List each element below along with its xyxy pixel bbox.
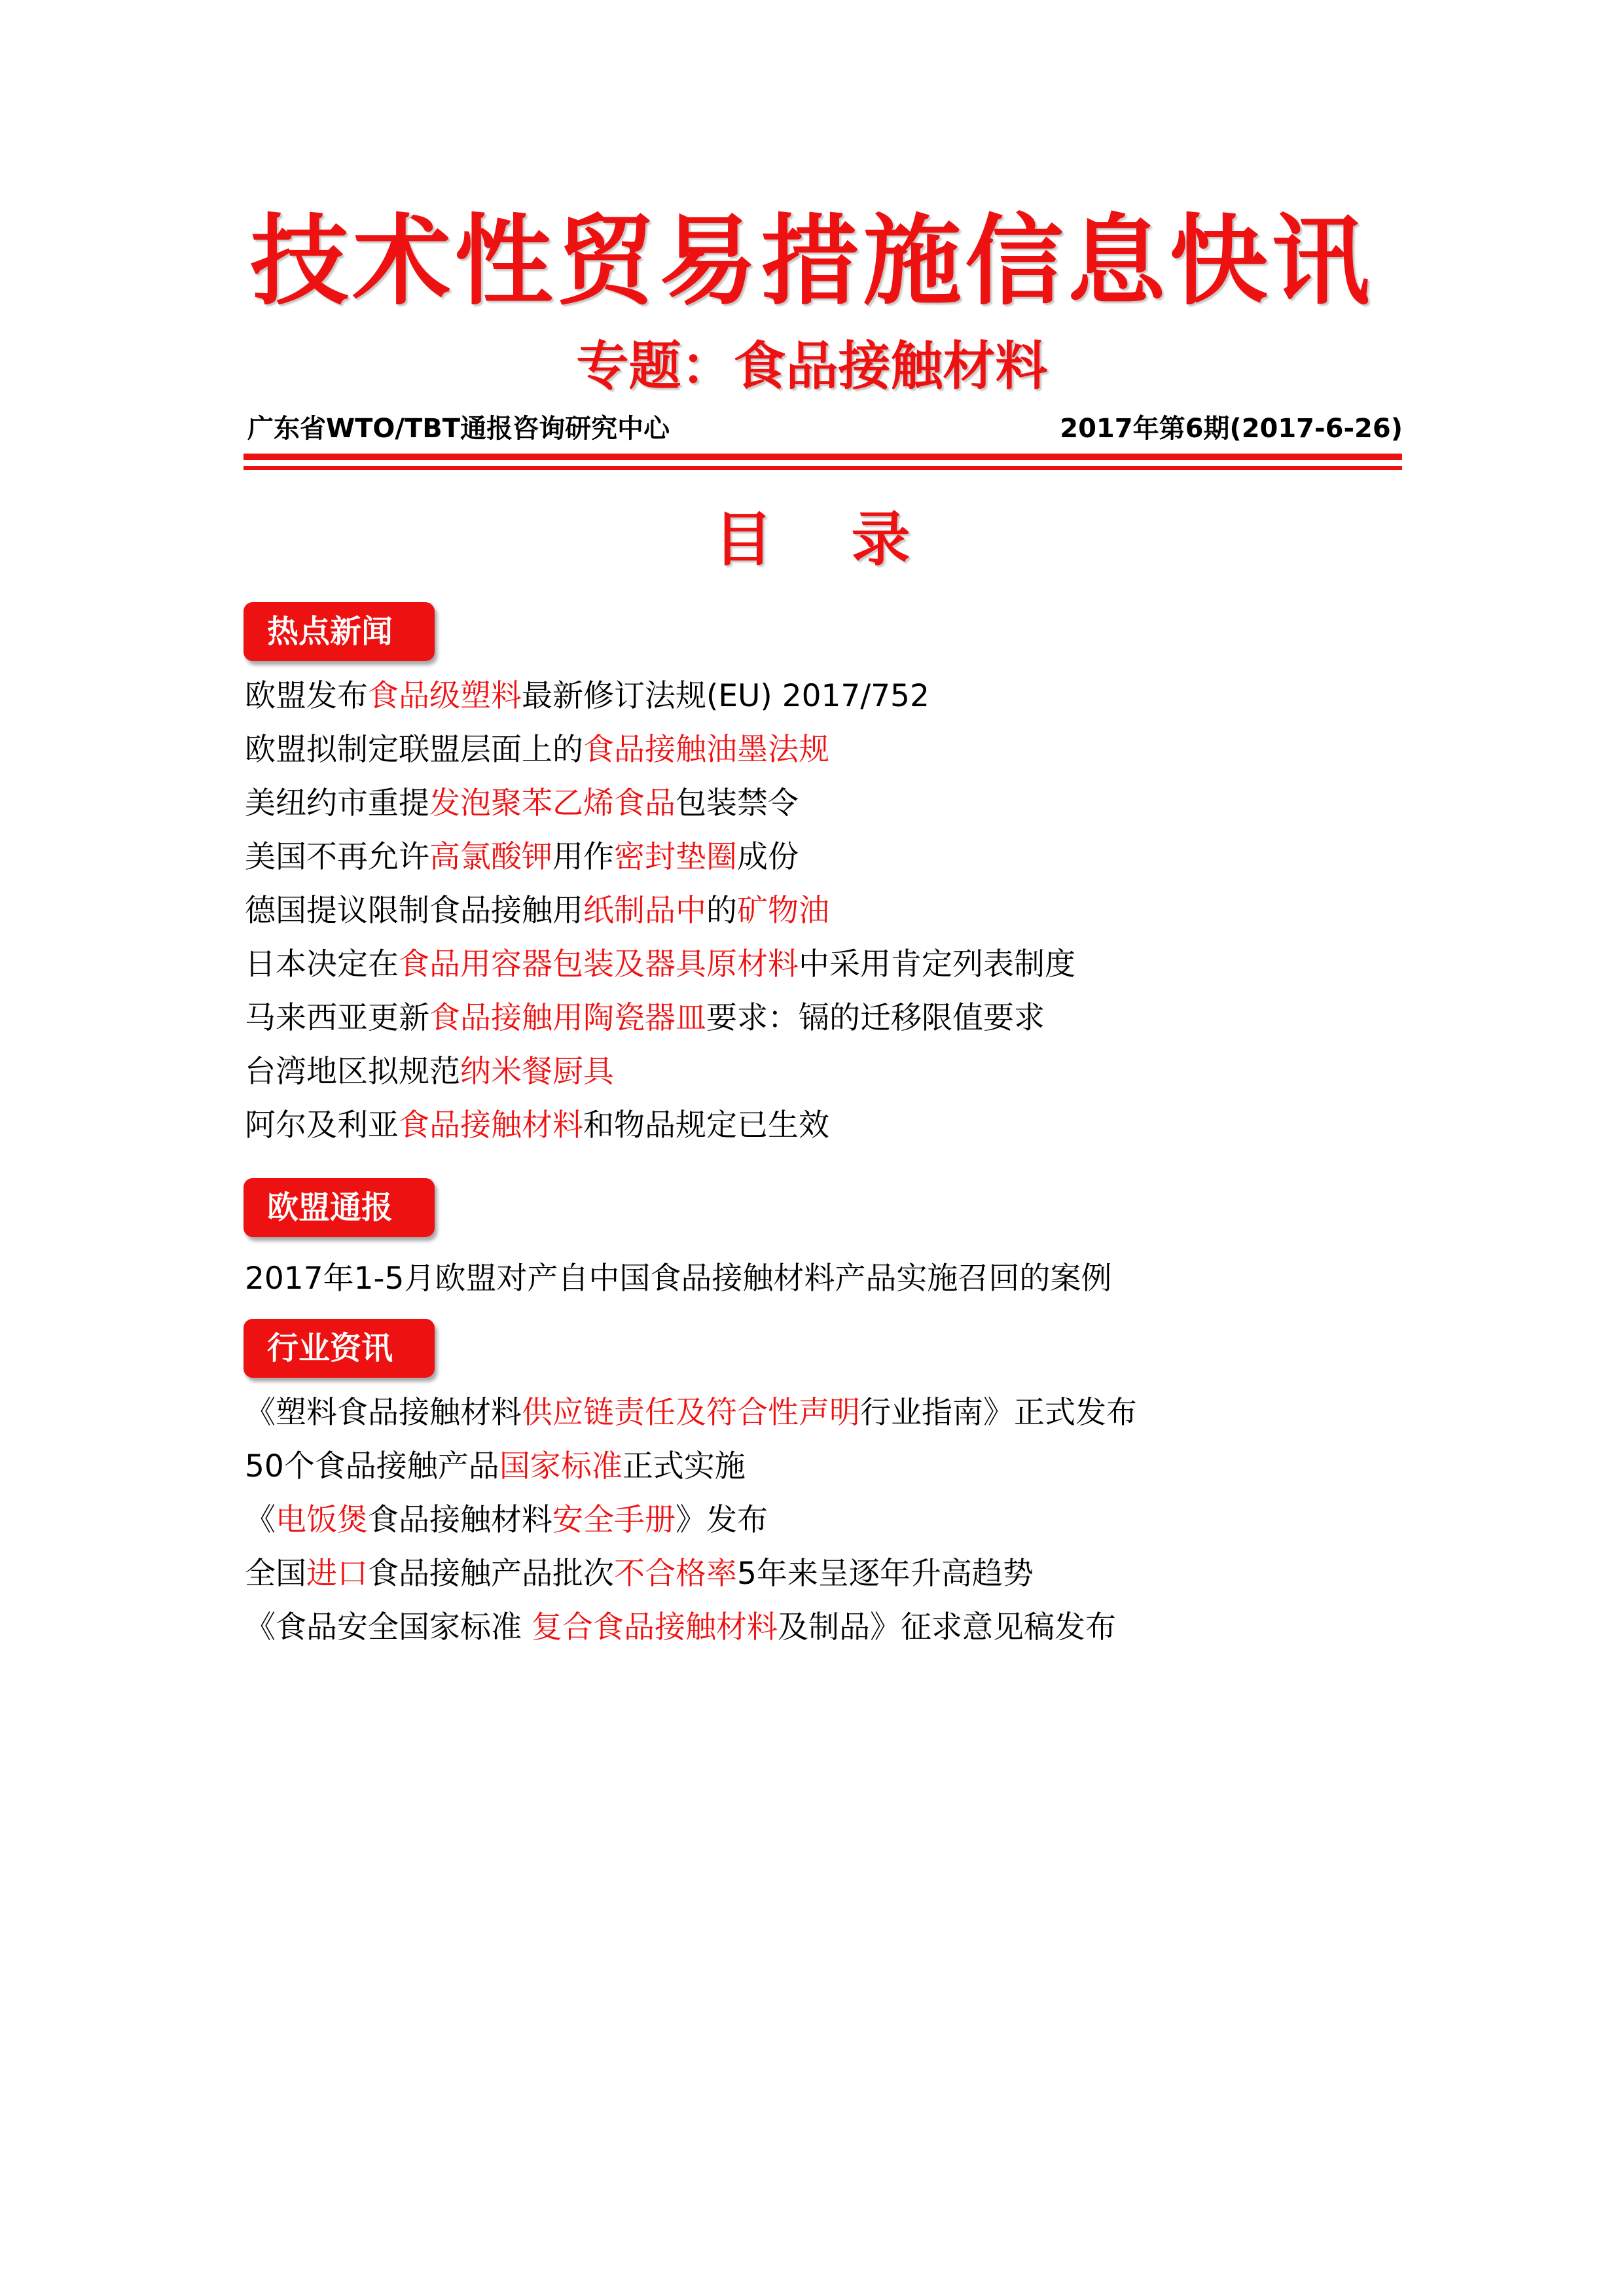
- toc-item[interactable]: 欧盟拟制定联盟层面上的食品接触油墨法规: [245, 732, 829, 768]
- header-divider-thin: [244, 466, 1402, 470]
- toc-item[interactable]: 阿尔及利亚食品接触材料和物品规定已生效: [245, 1107, 829, 1143]
- eu-notification-list: [245, 1252, 1111, 1306]
- toc-title: 目录: [713, 505, 989, 574]
- toc-item[interactable]: 台湾地区拟规范纳米餐厨具: [245, 1054, 614, 1090]
- toc-item[interactable]: 欧盟发布食品级塑料最新修订法规(EU) 2017/752: [245, 678, 929, 714]
- industry-news-list: [245, 1386, 1137, 1655]
- toc-item[interactable]: 日本决定在食品用容器包装及器具原材料中采用肯定列表制度: [245, 946, 1075, 982]
- section-label-eu-notification: 欧盟通报: [244, 1178, 435, 1237]
- issue-info: 2017年第6期(2017-6-26): [1060, 414, 1403, 444]
- toc-item[interactable]: 德国提议限制食品接触用纸制品中的矿物油: [245, 893, 829, 929]
- toc-item[interactable]: 2017年1-5月欧盟对产自中国食品接触材料产品实施召回的案例: [245, 1261, 1112, 1297]
- subtitle: 专题：食品接触材料: [576, 336, 1048, 397]
- toc-item[interactable]: 《塑料食品接触材料供应链责任及符合性声明行业指南》正式发布: [245, 1395, 1137, 1431]
- toc-item[interactable]: 《食品安全国家标准 复合食品接触材料及制品》征求意见稿发布: [245, 1609, 1116, 1645]
- toc-item[interactable]: 全国进口食品接触产品批次不合格率5年来呈逐年升高趋势: [245, 1556, 1034, 1592]
- main-title: 技术性贸易措施信息快讯: [250, 205, 1374, 319]
- toc-item[interactable]: 美纽约市重提发泡聚苯乙烯食品包装禁令: [245, 785, 799, 821]
- hot-news-list: [245, 670, 1075, 1153]
- toc-item[interactable]: 美国不再允许高氯酸钾用作密封垫圈成份: [245, 839, 799, 875]
- section-label-hot-news: 热点新闻: [244, 602, 435, 661]
- toc-item[interactable]: 马来西亚更新食品接触用陶瓷器皿要求：镉的迁移限值要求: [245, 1000, 1045, 1036]
- organization-name: 广东省WTO/TBT通报咨询研究中心: [247, 414, 670, 444]
- toc-item[interactable]: 《电饭煲食品接触材料安全手册》发布: [245, 1502, 768, 1538]
- section-label-industry-news: 行业资讯: [244, 1319, 435, 1378]
- header-divider-thick: [244, 454, 1402, 460]
- toc-item[interactable]: 50个食品接触产品国家标准正式实施: [245, 1448, 746, 1484]
